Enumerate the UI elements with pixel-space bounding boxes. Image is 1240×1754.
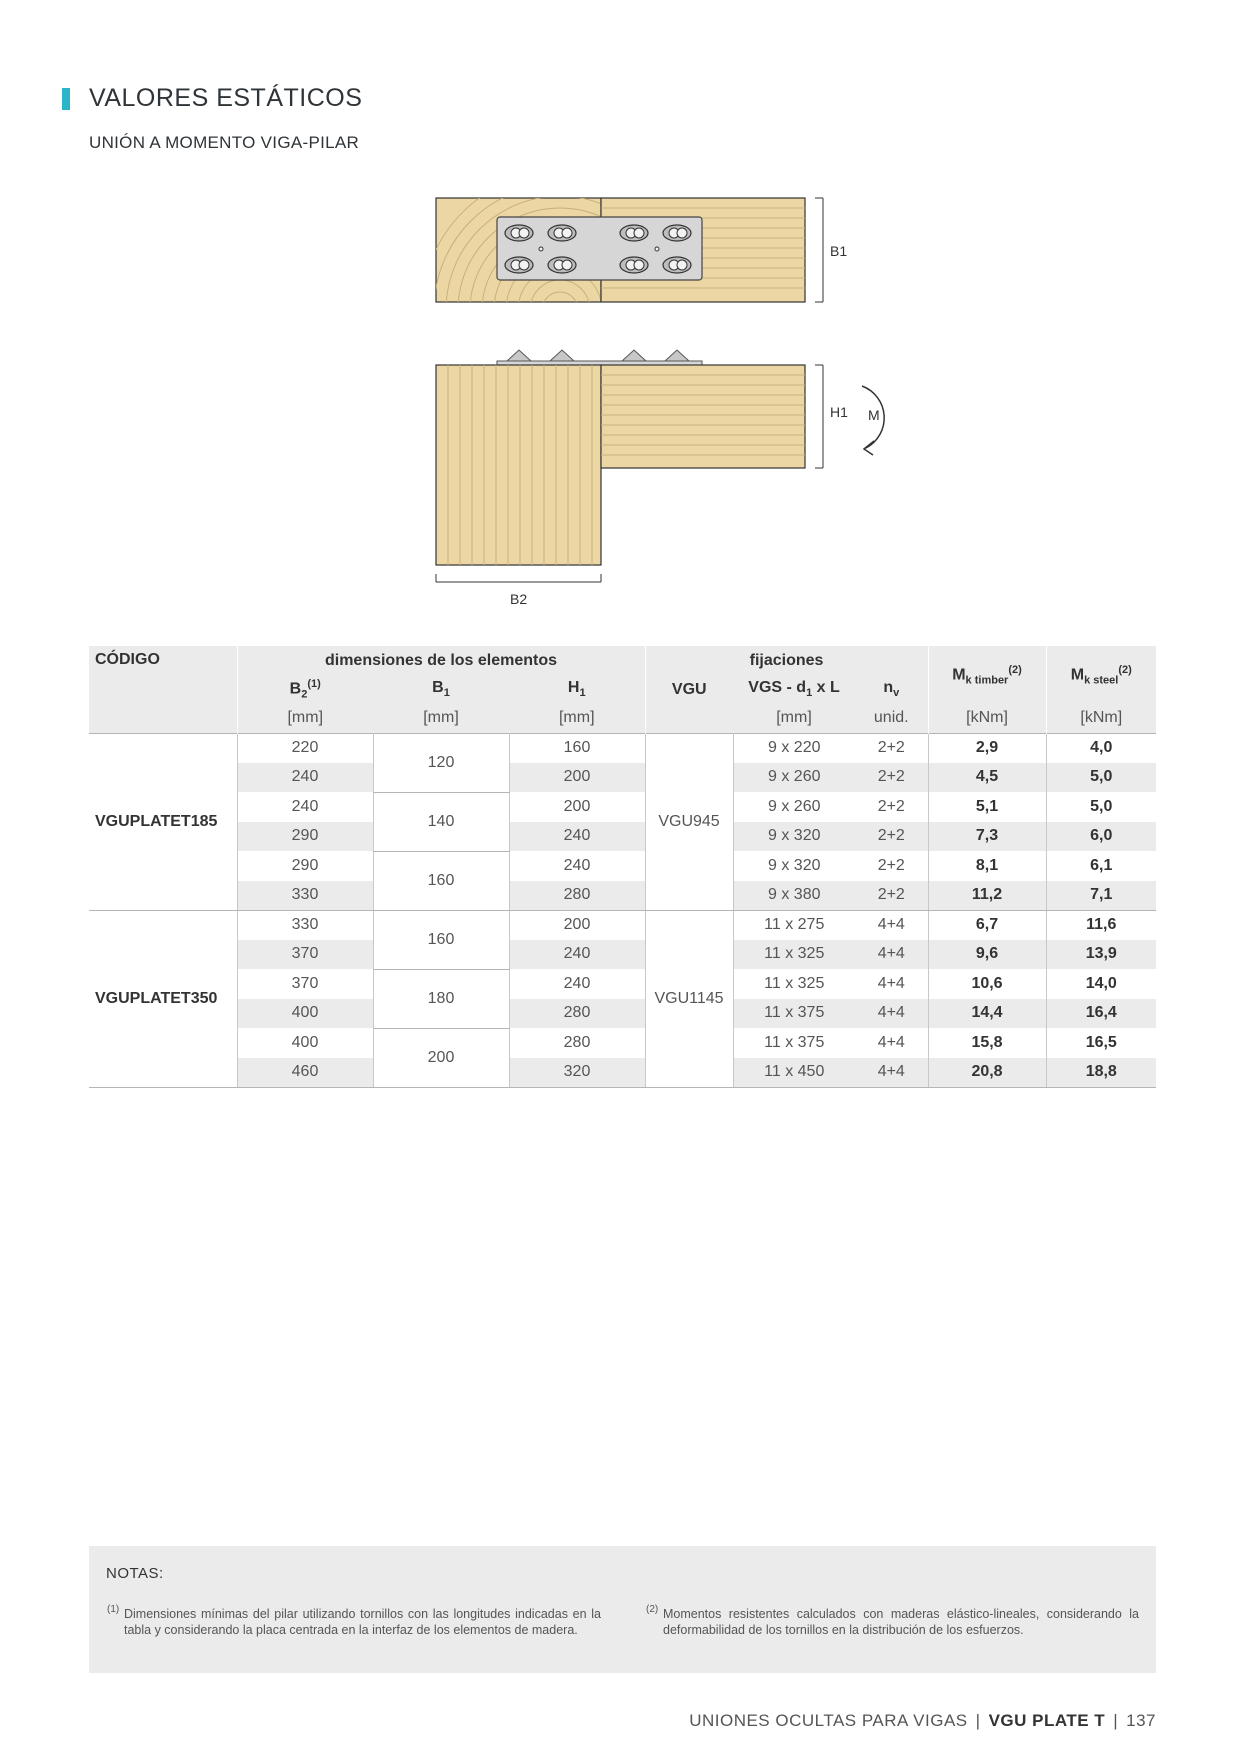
cell-mk-timber: 14,4 xyxy=(928,999,1046,1029)
note2-text: Momentos resistentes calculados con maderas elástico-lineales, considerando la deformabilidad de los tornillos en la distribución de los esfuerzos. xyxy=(663,1607,1139,1637)
cell-mk-steel: 7,1 xyxy=(1046,881,1156,911)
header-mk-timber: $M_{k timber}^{(2)}$ xyxy=(928,646,1046,704)
cell-mk-steel: 6,0 xyxy=(1046,822,1156,852)
cell-mk-steel: 16,4 xyxy=(1046,999,1156,1029)
cell-mk-timber: 6,7 xyxy=(928,910,1046,940)
cell-nv: 4+4 xyxy=(855,1058,928,1088)
cell-b1: 160 xyxy=(373,851,509,910)
joint-drawing xyxy=(0,0,1240,640)
cell-mk-timber: 7,3 xyxy=(928,822,1046,852)
cell-mk-timber: 15,8 xyxy=(928,1028,1046,1058)
cell-nv: 2+2 xyxy=(855,851,928,881)
cell-h1: 240 xyxy=(509,940,645,970)
table-row xyxy=(89,969,1156,999)
cell-mk-timber: 5,1 xyxy=(928,792,1046,822)
cell-b2: 330 xyxy=(237,910,373,940)
notes-title: NOTAS: xyxy=(106,1565,164,1582)
cell-mk-timber: 2,9 xyxy=(928,733,1046,763)
cell-mk-steel: 16,5 xyxy=(1085,1033,1117,1051)
cell-h1: 320 xyxy=(509,1058,645,1088)
cell-b1: 180 xyxy=(373,969,509,1028)
table-body xyxy=(89,733,1156,1087)
cell-b2: 240 xyxy=(237,763,373,793)
cell-b2: 400 xyxy=(237,999,373,1029)
header-vgu: VGU xyxy=(645,675,733,704)
header-mk-steel: $M_{k steel}^{(2)}$ xyxy=(1046,646,1156,704)
cell-vgs: 9 x 260 xyxy=(733,763,855,793)
cell-vgs: 9 x 220 xyxy=(733,733,855,763)
header-fixings: fijaciones xyxy=(645,646,928,675)
cell-vgu: VGU1145 xyxy=(645,910,733,1087)
cell-b2: 370 xyxy=(237,940,373,970)
cell-b1: 140 xyxy=(373,792,509,851)
unit-b2: [mm] xyxy=(237,704,373,733)
h1-dimension xyxy=(815,365,823,468)
cell-code: VGUPLATET350 xyxy=(89,910,237,1087)
cell-h1: 240 xyxy=(509,851,645,881)
cell-nv: 2+2 xyxy=(855,792,928,822)
unit-mk-steel: [kNm] xyxy=(1046,704,1156,733)
cell-h1: 280 xyxy=(509,999,645,1029)
note1-text: Dimensiones mínimas del pilar utilizando tornillos con las longitudes indicadas en la tabla y considerando la placa centrada en la interfaz de los elementos de madera. xyxy=(124,1607,601,1637)
cell-h1: 280 xyxy=(509,1028,645,1058)
b2-label: B2 xyxy=(510,591,528,607)
cell-h1: 240 xyxy=(509,969,645,999)
b1-label: B1 xyxy=(830,243,848,259)
cell-nv: 2+2 xyxy=(855,822,928,852)
cell-vgs: 11 x 375 xyxy=(764,1033,825,1051)
cell-mk-steel: 5,0 xyxy=(1090,797,1113,815)
cell-vgs: 9 x 320 xyxy=(733,822,855,852)
table-row xyxy=(89,1058,1156,1088)
cell-vgs: 11 x 325 xyxy=(733,940,855,970)
spec-table xyxy=(89,646,1156,1088)
cell-mk-steel: 5,0 xyxy=(1046,763,1156,793)
header-b2: $B_2^{(1)}$ xyxy=(237,675,373,704)
header-code: CÓDIGO xyxy=(89,646,237,733)
cell-mk-timber: 10,6 xyxy=(928,969,1046,999)
cell-h1: 200 xyxy=(509,763,645,793)
h1-label: H1 xyxy=(830,404,848,420)
cell-b2: 290 xyxy=(237,851,373,881)
cell-nv: 2+2 xyxy=(855,733,928,763)
footer-section: UNIONES OCULTAS PARA VIGAS xyxy=(689,1711,968,1730)
header-nv: $n_v$ xyxy=(855,675,928,704)
table-row xyxy=(89,733,1156,763)
cell-vgs: 11 x 275 xyxy=(733,910,855,940)
cell-vgs: 9 x 260 xyxy=(768,797,821,815)
cell-vgs: 11 x 375 xyxy=(733,999,855,1029)
unit-nv: unid. xyxy=(855,704,928,733)
table-row xyxy=(89,910,1156,940)
cell-mk-steel: 11,6 xyxy=(1046,910,1156,940)
moment-label: M xyxy=(868,407,880,423)
header-dimensions: dimensiones de los elementos xyxy=(237,646,645,675)
cell-mk-steel: 13,9 xyxy=(1046,940,1156,970)
cell-mk-timber: 8,1 xyxy=(928,851,1046,881)
table-row xyxy=(89,1028,1156,1058)
unit-b1: [mm] xyxy=(373,704,509,733)
unit-mk-timber: [kNm] xyxy=(928,704,1046,733)
cell-nv: 4+4 xyxy=(855,1028,928,1058)
table-row xyxy=(89,999,1156,1029)
cell-mk-steel: 6,1 xyxy=(1090,856,1113,874)
cell-b2: 290 xyxy=(237,822,373,852)
cell-vgs: 9 x 380 xyxy=(733,881,855,911)
cell-b2: 330 xyxy=(237,881,373,911)
side-view-column xyxy=(436,365,601,565)
section-title: VALORES ESTÁTICOS xyxy=(89,84,363,112)
cell-h1: 160 xyxy=(509,733,645,763)
b1-dimension xyxy=(815,198,823,302)
cell-h1: 240 xyxy=(509,822,645,852)
cell-mk-timber: 20,8 xyxy=(928,1058,1046,1088)
cell-b2: 240 xyxy=(237,792,373,822)
cell-b1: 120 xyxy=(373,733,509,792)
note2-mark: (2) xyxy=(646,1604,659,1615)
section-subtitle: UNIÓN A MOMENTO VIGA-PILAR xyxy=(89,133,360,152)
footer-product: VGU PLATE T xyxy=(988,1711,1106,1730)
unit-h1: [mm] xyxy=(509,704,645,733)
cell-code: VGUPLATET185 xyxy=(89,733,237,910)
cell-b2: 220 xyxy=(237,733,373,763)
cell-nv: 4+4 xyxy=(855,910,928,940)
cell-b2: 460 xyxy=(237,1058,373,1088)
screw-heads-icon xyxy=(497,350,702,365)
cell-b1: 200 xyxy=(373,1028,509,1087)
cell-b2: 370 xyxy=(237,969,373,999)
side-view-beam xyxy=(601,365,805,468)
cell-h1: 200 xyxy=(509,792,645,822)
cell-vgs: 11 x 325 xyxy=(764,974,825,992)
cell-mk-steel: 14,0 xyxy=(1085,974,1117,992)
header-b1: $B_1$ xyxy=(373,675,509,704)
cell-b2: 400 xyxy=(237,1028,373,1058)
cell-h1: 280 xyxy=(509,881,645,911)
cell-mk-steel: 18,8 xyxy=(1046,1058,1156,1088)
header-h1: $H_1$ xyxy=(509,675,645,704)
cell-nv: 2+2 xyxy=(855,881,928,911)
cell-mk-timber: 9,6 xyxy=(928,940,1046,970)
cell-nv: 2+2 xyxy=(855,763,928,793)
cell-vgs: 11 x 450 xyxy=(733,1058,855,1088)
plate-icon xyxy=(497,217,702,280)
table-row xyxy=(89,792,1156,822)
table-row xyxy=(89,881,1156,911)
cell-b1: 160 xyxy=(373,910,509,969)
cell-vgu: VGU945 xyxy=(645,733,733,910)
cell-nv: 4+4 xyxy=(855,999,928,1029)
b2-dimension xyxy=(436,574,601,582)
note1-mark: (1) xyxy=(107,1604,120,1615)
unit-vgs: [mm] xyxy=(733,704,855,733)
table-row xyxy=(89,940,1156,970)
cell-mk-timber: 11,2 xyxy=(928,881,1046,911)
header-vgs: VGS - $d_1$ x L xyxy=(733,675,855,704)
cell-nv: 4+4 xyxy=(855,940,928,970)
footer-page-number: 137 xyxy=(1126,1711,1156,1730)
cell-h1: 200 xyxy=(509,910,645,940)
page-footer: UNIONES OCULTAS PARA VIGAS | VGU PLATE T | 137 xyxy=(689,1711,1156,1730)
cell-mk-timber: 4,5 xyxy=(928,763,1046,793)
table-row xyxy=(89,763,1156,793)
table-row xyxy=(89,822,1156,852)
cell-mk-steel: 4,0 xyxy=(1046,733,1156,763)
table-row xyxy=(89,851,1156,881)
unit-vgu xyxy=(645,704,733,733)
cell-nv: 4+4 xyxy=(855,969,928,999)
cell-vgs: 9 x 320 xyxy=(768,856,821,874)
